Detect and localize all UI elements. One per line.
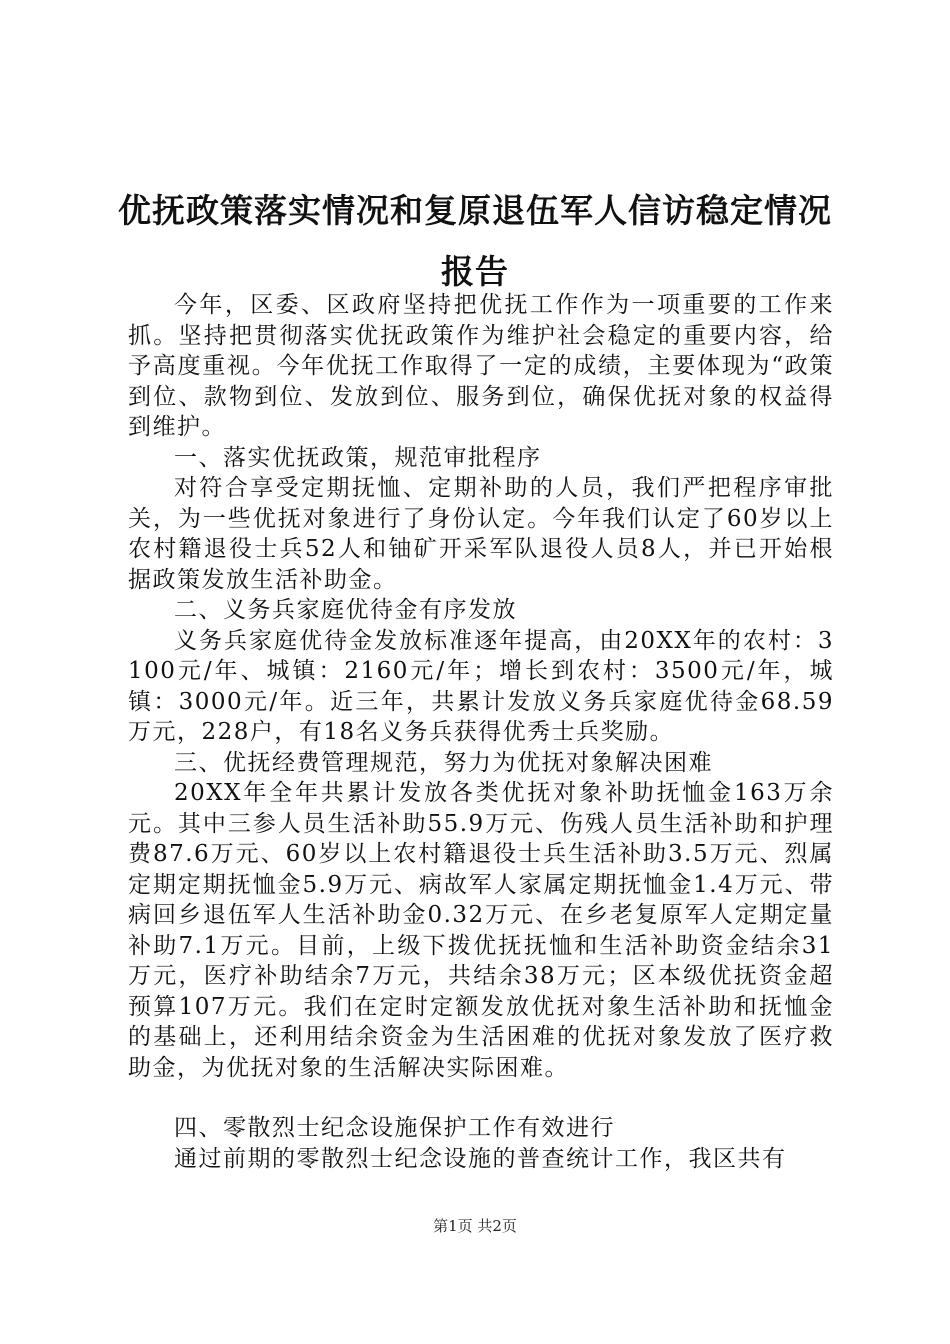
section-heading-2: 二、义务兵家庭优待金有序发放	[174, 597, 517, 623]
document-title: 优抚政策落实情况和复原退伍军人信访稳定情况报告	[118, 191, 832, 291]
section-1-paragraph: 对符合享受定期抚恤、定期补助的人员，我们严把程序审批关，为一些优抚对象进行了身份认定。今年我们认定了60岁以上农村籍退役士兵52人和铀矿开采军队退役人员8人，并已开始根据政策发放生活补助金。	[128, 475, 834, 593]
document-body	[128, 290, 834, 1174]
section-3-paragraph: 20XX年全年共累计发放各类优抚对象补助抚恤金163万余元。其中三参人员生活补助55.9万元、伤残人员生活补助和护理费87.6万元、60岁以上农村籍退役士兵生活补助3.5万元、烈属定期定期抚恤金5.9万元、病故军人家属定期抚恤金1.4万元、带病回乡退伍军人生活补助金0.32万元、在乡老复原军人定期定量补助7.1万元。目前，上级下拨优抚抚恤和生活补助资金结余31万元，医疗补助结余7万元，共结余38万元；区本级优抚资金超预算107万元。我们在定时定额发放优抚对象生活补助和抚恤金的基础上，还利用结余资金为生活困难的优抚对象发放了医疗救助金，为优抚对象的生活解决实际困难。	[128, 780, 834, 1081]
section-heading-4: 四、零散烈士纪念设施保护工作有效进行	[174, 1115, 615, 1141]
section-heading-3: 三、优抚经费管理规范，努力为优抚对象解决困难	[174, 749, 713, 776]
page-footer: 第1页 共2页	[433, 1217, 517, 1235]
section-2-paragraph: 义务兵家庭优待金发放标准逐年提高，由20XX年的农村：3100元/年、城镇：2160元/年；增长到农村：3500元/年，城镇：3000元/年。近三年，共累计发放义务兵家庭优待金68.59万元，228户，有18名义务兵获得优秀士兵奖励。	[128, 627, 834, 745]
section-heading-1: 一、落实优抚政策，规范审批程序	[174, 444, 542, 471]
intro-paragraph: 今年，区委、区政府坚持把优抚工作作为一项重要的工作来抓。坚持把贯彻落实优抚政策作为维护社会稳定的重要内容，给予高度重视。今年优抚工作取得了一定的成绩，主要体现为“政策到位、款物到位、发放到位、服务到位，确保优抚对象的权益得到维护。	[128, 292, 834, 440]
section-4-paragraph: 通过前期的零散烈士纪念设施的普查统计工作，我区共有	[174, 1145, 787, 1172]
